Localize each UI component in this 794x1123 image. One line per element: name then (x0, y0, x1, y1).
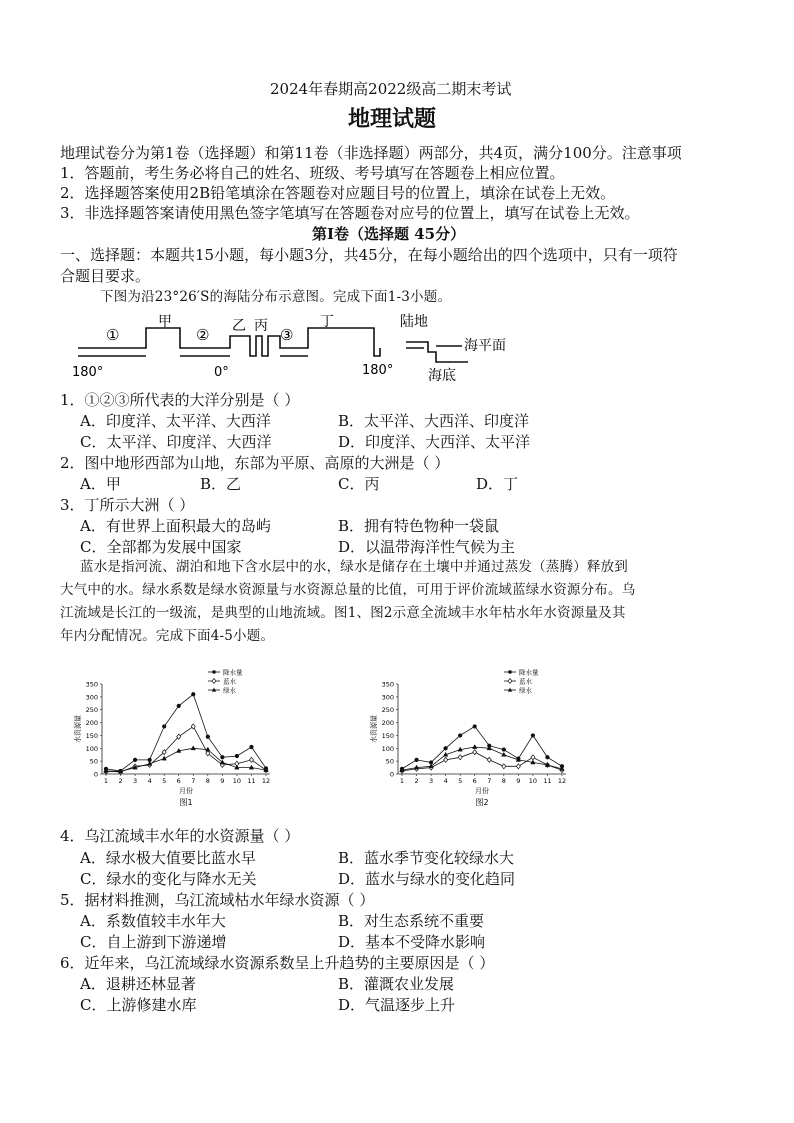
data-point (191, 746, 195, 750)
data-point (473, 750, 477, 755)
x-tick-label: 6 (176, 777, 181, 785)
option-d[interactable]: D．基本不受降水影响 (338, 933, 486, 951)
option-d[interactable]: D．气温逐步上升 (338, 996, 456, 1014)
y-tick-label: 150 (85, 731, 98, 740)
profile-label: ③ (280, 326, 294, 344)
data-point (473, 745, 477, 749)
legend-marker (212, 670, 216, 674)
data-point (221, 755, 225, 759)
instructions-intro: 地理试卷分为第1卷（选择题）和第11卷（非选择题）两部分，共4页，满分100分。注意事项 (60, 144, 682, 162)
data-point (206, 751, 210, 756)
data-point (415, 758, 419, 762)
data-point (250, 745, 254, 749)
data-point (444, 757, 448, 762)
passage-intro: 下图为沿23°26′S的海陆分布示意图。完成下面1-3小题。 (100, 289, 452, 305)
y-tick-label: 200 (85, 719, 98, 728)
y-tick-label: 0 (93, 770, 98, 779)
data-point (177, 704, 181, 708)
profile-label: 丙 (254, 318, 268, 334)
legend-label: 蓝水 (519, 677, 532, 686)
option-a[interactable]: A．甲 (80, 475, 121, 493)
passage-text: 大气中的水。绿水系数是绿水资源量与水资源总量的比值，可用于评价流域蓝绿水资源分布。乌 (60, 582, 636, 598)
passage-text: 年内分配情况。完成下面4-5小题。 (60, 628, 275, 644)
sea-land-profile-diagram (64, 312, 544, 384)
y-tick-label: 100 (381, 744, 394, 753)
legend-marker (508, 688, 512, 692)
x-axis-label: 月份 (475, 787, 489, 795)
legend-land-line (406, 342, 468, 362)
data-point (206, 735, 210, 739)
option-d[interactable]: D．以温带海洋性气候为主 (338, 538, 516, 556)
x-tick-label: 2 (414, 777, 419, 785)
data-point (516, 764, 520, 769)
y-tick-label: 250 (85, 706, 98, 715)
x-tick-label: 2 (118, 777, 123, 785)
data-point (429, 764, 433, 768)
legend-sea-floor-label: 海底 (428, 368, 456, 384)
y-tick-label: 300 (85, 693, 98, 702)
section-description: 一、选择题：本题共15小题，每小题3分，共45分，在每小题给出的四个选项中，只有一项符 (60, 246, 678, 264)
profile-label: 甲 (158, 314, 172, 330)
chart-title: 图1 (179, 798, 193, 807)
exam-name: 2024年春期高2022级高二期末考试 (270, 80, 512, 98)
y-tick-label: 250 (381, 706, 394, 715)
instruction-item: 2．选择题答案使用2B铅笔填涂在答题卷对应题目号的位置上，填涂在试卷上无效。 (60, 184, 616, 202)
legend-label: 绿水 (223, 686, 236, 695)
question-stem: 6．近年来，乌江流域绿水资源系数呈上升趋势的主要原因是（ ） (60, 954, 495, 972)
option-b[interactable]: B．蓝水季节变化较绿水大 (338, 849, 515, 867)
option-d[interactable]: D．丁 (476, 475, 519, 493)
option-c[interactable]: C．绿水的变化与降水无关 (80, 870, 257, 888)
passage-text: 蓝水是指河流、湖泊和地下含水层中的水，绿水是储存在土壤中并通过蒸发（蒸腾）释放到 (80, 559, 628, 575)
x-tick-label: 5 (162, 777, 167, 785)
legend-marker (212, 679, 216, 684)
legend-sea-level-label: 海平面 (464, 338, 506, 354)
x-tick-label: 10 (232, 777, 242, 785)
option-c[interactable]: C．丙 (338, 475, 380, 493)
y-tick-label: 0 (389, 770, 394, 779)
x-tick-label: 12 (557, 777, 567, 785)
profile-label: 丁 (320, 314, 334, 330)
data-point (191, 692, 195, 696)
x-tick-label: 7 (191, 777, 196, 785)
option-b[interactable]: B．对生态系统不重要 (338, 912, 485, 930)
profile-label: 乙 (232, 318, 246, 334)
y-axis-label: 水资源量 (370, 715, 378, 743)
question-stem: 3．丁所示大洲（ ） (60, 496, 195, 514)
option-a[interactable]: A．退耕还林显著 (80, 975, 196, 993)
question-stem: 1．①②③所代表的大洋分别是（ ） (60, 391, 300, 409)
x-tick-label: 1 (399, 777, 405, 785)
profile-label: ② (196, 326, 210, 344)
series-line (106, 694, 266, 771)
option-c[interactable]: C．上游修建水库 (80, 996, 197, 1014)
profile-label: ① (106, 326, 120, 344)
y-tick-label: 300 (381, 693, 394, 702)
y-tick-label: 350 (85, 680, 98, 689)
data-point (249, 765, 253, 769)
y-tick-label: 200 (381, 719, 394, 728)
option-a[interactable]: A．印度洋、太平洋、大西洋 (80, 412, 271, 430)
data-point (473, 725, 477, 729)
page-title: 地理试题 (348, 106, 437, 132)
x-tick-label: 3 (429, 777, 434, 785)
longitude-label: 180° (362, 363, 394, 378)
option-b[interactable]: B．拥有特色物种一袋鼠 (338, 517, 500, 535)
series-line (106, 726, 266, 772)
option-c[interactable]: C．自上游到下游递增 (80, 933, 227, 951)
x-tick-label: 7 (487, 777, 492, 785)
series-line (402, 747, 562, 770)
option-d[interactable]: D．蓝水与绿水的变化趋同 (338, 870, 516, 888)
instruction-item: 3．非选择题答案请使用黑色签字笔填写在答题卷对应号的位置上，填写在试卷上无效。 (60, 204, 640, 222)
passage-text: 江流域是长江的一级流，是典型的山地流域。图1、图2示意全流域丰水年枯水年水资源量及其 (60, 605, 626, 621)
y-tick-label: 50 (385, 757, 394, 766)
option-a[interactable]: A．系数值较丰水年大 (80, 912, 226, 930)
data-point (502, 764, 506, 769)
data-point (249, 757, 253, 762)
x-tick-label: 5 (458, 777, 463, 785)
x-tick-label: 1 (103, 777, 109, 785)
data-point (531, 734, 535, 738)
x-tick-label: 6 (472, 777, 477, 785)
x-tick-label: 9 (516, 777, 521, 785)
legend-label: 降水量 (519, 668, 539, 677)
option-d[interactable]: D．印度洋、大西洋、太平洋 (338, 433, 531, 451)
option-c[interactable]: C．全部都为发展中国家 (80, 538, 242, 556)
x-tick-label: 12 (261, 777, 271, 785)
x-tick-label: 8 (205, 777, 210, 785)
option-a[interactable]: A．绿水极大值要比蓝水早 (80, 849, 256, 867)
x-tick-label: 11 (247, 777, 256, 785)
x-tick-label: 3 (133, 777, 138, 785)
chart-figure-1 (72, 664, 282, 814)
chart-title: 图2 (475, 798, 489, 807)
y-tick-label: 350 (381, 680, 394, 689)
question-stem: 2．图中地形西部为山地，东部为平原、高原的大洲是（ ） (60, 454, 450, 472)
data-point (531, 755, 535, 760)
longitude-label: 180° (72, 365, 104, 380)
data-point (133, 758, 137, 762)
y-tick-label: 50 (89, 757, 98, 766)
x-tick-label: 8 (501, 777, 506, 785)
y-tick-label: 150 (381, 731, 394, 740)
x-tick-label: 11 (543, 777, 552, 785)
y-axis-label: 水资源量 (74, 715, 82, 743)
data-point (458, 755, 462, 760)
data-point (235, 754, 239, 758)
legend-marker (212, 688, 216, 692)
legend-marker (508, 679, 512, 684)
data-point (487, 757, 491, 762)
question-stem: 4．乌江流域丰水年的水资源量（ ） (60, 827, 300, 845)
section-description: 合题目要求。 (60, 267, 151, 285)
legend-label: 绿水 (519, 686, 532, 695)
x-tick-label: 9 (220, 777, 225, 785)
data-point (162, 725, 166, 729)
legend-marker (508, 670, 512, 674)
option-a[interactable]: A．有世界上面积最大的岛屿 (80, 517, 271, 535)
longitude-label: 0° (214, 365, 229, 380)
chart-figure-2 (368, 664, 578, 814)
data-point (444, 746, 448, 750)
legend-label: 降水量 (223, 668, 243, 677)
option-b[interactable]: B．太平洋、大西洋、印度洋 (338, 412, 530, 430)
y-tick-label: 100 (85, 744, 98, 753)
option-b[interactable]: B．乙 (200, 475, 242, 493)
x-tick-label: 10 (528, 777, 538, 785)
data-point (458, 734, 462, 738)
x-axis-label: 月份 (179, 787, 193, 795)
section-heading: 第Ⅰ卷（选择题 45分） (312, 225, 466, 243)
data-point (502, 748, 506, 752)
data-point (546, 755, 550, 759)
option-c[interactable]: C．太平洋、印度洋、大西洋 (80, 433, 272, 451)
legend-label: 蓝水 (223, 677, 236, 686)
x-tick-label: 4 (147, 777, 152, 785)
x-tick-label: 4 (443, 777, 448, 785)
question-stem: 5．据材料推测，乌江流域枯水年绿水资源（ ） (60, 891, 375, 909)
instruction-item: 1．答题前，考生务必将自己的姓名、班级、考号填写在答题卷上相应位置。 (60, 164, 565, 182)
legend-land-label: 陆地 (400, 314, 428, 330)
profile-line (78, 328, 380, 356)
option-b[interactable]: B．灌溉农业发展 (338, 975, 455, 993)
